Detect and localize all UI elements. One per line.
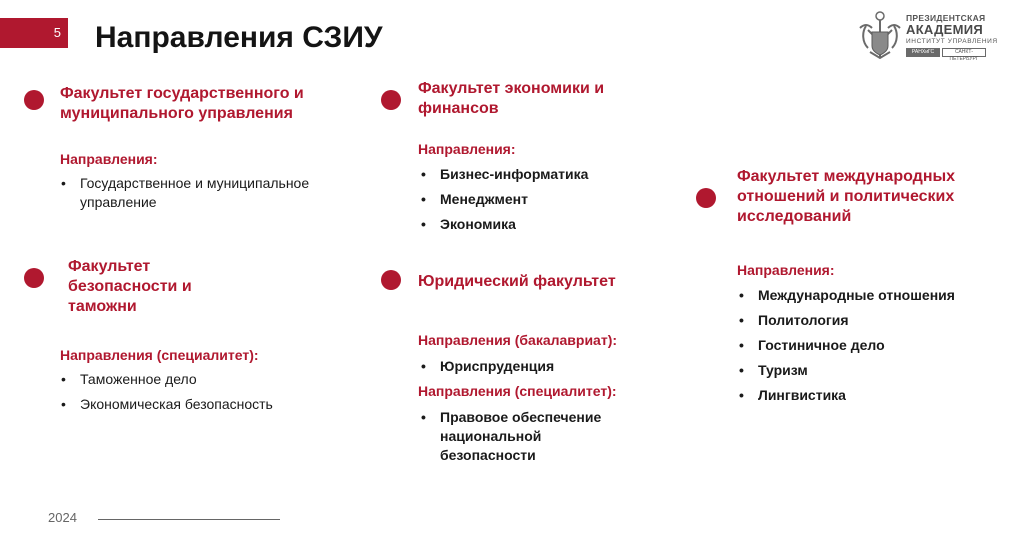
eagle-emblem-icon	[858, 8, 902, 64]
logo-sub-ranepa: РАНХиГС	[906, 48, 940, 57]
logo-subtitle	[906, 48, 986, 62]
directions-label-security: Направления (специалитет):	[60, 347, 259, 363]
faculty-title-international: Факультет международных отношений и политических исследований	[737, 168, 956, 225]
list-item: • Менеджмент	[420, 190, 670, 209]
logo-line-2: АКАДЕМИЯ	[906, 22, 984, 37]
logo-sub-city: САНКТ-ПЕТЕРБУРГ	[942, 48, 986, 57]
list-item: • Политология	[738, 311, 1008, 330]
footer-divider	[98, 519, 280, 520]
directions-label-international: Направления:	[737, 262, 835, 278]
list-item: • Таможенное дело	[60, 370, 350, 389]
faculty-title-security: Факультет безопасности и таможни	[68, 258, 192, 315]
bullet-dot-gmu	[24, 90, 44, 110]
list-item: • Юриспруденция	[420, 357, 670, 376]
list-item: • Экономика	[420, 215, 670, 234]
faculty-title-law: Юридический факультет	[418, 273, 616, 290]
directions-label-law-specialist: Направления (специалитет):	[418, 383, 617, 399]
faculty-title-economics: Факультет экономики и финансов	[418, 80, 605, 117]
academy-logo	[858, 8, 998, 68]
footer-year: 2024	[48, 510, 77, 525]
directions-list-gmu	[60, 174, 320, 218]
list-item: • Экономическая безопасность	[60, 395, 350, 414]
directions-list-law-bachelor	[420, 357, 670, 382]
list-item: • Гостиничное дело	[738, 336, 1008, 355]
bullet-dot-security	[24, 268, 44, 288]
directions-list-international	[738, 286, 1008, 411]
logo-line-1: ПРЕЗИДЕНТСКАЯ	[906, 13, 986, 23]
directions-label-economics: Направления:	[418, 141, 516, 157]
list-item: • Бизнес-информатика	[420, 165, 670, 184]
list-item: • Международные отношения	[738, 286, 1008, 305]
bullet-dot-international	[696, 188, 716, 208]
page-number-badge	[0, 18, 68, 48]
directions-list-security	[60, 370, 350, 420]
list-item: • Правовое обеспечение национальной безопасности	[420, 408, 635, 465]
list-item: • Государственное и муниципальное управление	[60, 174, 320, 212]
list-item: • Туризм	[738, 361, 1008, 380]
directions-label-gmu: Направления:	[60, 151, 158, 167]
bullet-dot-law	[381, 270, 401, 290]
page-title: Направления СЗИУ	[95, 21, 383, 54]
faculty-title-gmu: Факультет государственного и муниципального управления	[60, 85, 304, 122]
directions-label-law-bachelor: Направления (бакалавриат):	[418, 332, 618, 348]
page-number: 5	[53, 25, 61, 40]
logo-line-3: ИНСТИТУТ УПРАВЛЕНИЯ	[906, 38, 998, 45]
directions-list-law-specialist	[420, 408, 635, 471]
bullet-dot-economics	[381, 90, 401, 110]
directions-list-economics	[420, 165, 670, 240]
list-item: • Лингвистика	[738, 386, 1008, 405]
